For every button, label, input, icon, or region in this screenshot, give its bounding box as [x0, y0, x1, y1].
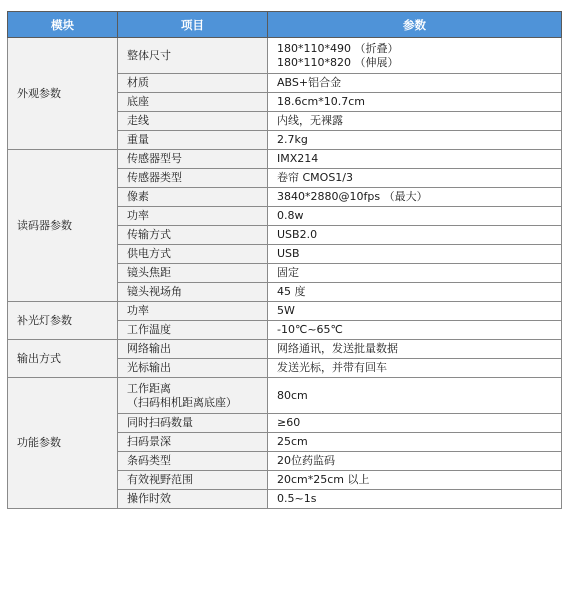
- item-text: 工作温度: [127, 323, 171, 336]
- item-text: 重量: [127, 133, 149, 146]
- table-row: [8, 340, 562, 359]
- item-text: 扫码景深: [127, 435, 171, 448]
- item-cell: [118, 378, 268, 414]
- value-text: 180*110*490 （折叠）: [277, 41, 399, 55]
- table-row: [8, 150, 562, 169]
- item-text: 同时扫码数量: [127, 416, 193, 429]
- value-cell: [268, 74, 562, 93]
- value-text: 18.6cm*10.7cm: [277, 95, 366, 108]
- value-text: IMX214: [277, 152, 319, 165]
- item-cell: [118, 490, 268, 509]
- value-cell: [268, 302, 562, 321]
- item-text: 功率: [127, 304, 149, 317]
- value-cell: [268, 188, 562, 207]
- value-cell: [268, 131, 562, 150]
- value-text: 45 度: [277, 285, 306, 298]
- module-cell: 功能参数: [8, 378, 118, 509]
- spec-body: [8, 38, 562, 509]
- value-cell: [268, 378, 562, 414]
- item-cell: [118, 74, 268, 93]
- header-item: 项目: [118, 12, 268, 38]
- value-cell: [268, 340, 562, 359]
- value-text: 0.8w: [277, 209, 304, 222]
- item-cell: [118, 452, 268, 471]
- item-cell: [118, 112, 268, 131]
- item-cell: [118, 188, 268, 207]
- item-cell: [118, 131, 268, 150]
- value-text: ≥60: [277, 416, 301, 429]
- header-value: 参数: [268, 12, 562, 38]
- value-text: 3840*2880@10fps （最大）: [277, 190, 428, 203]
- item-text: 材质: [127, 76, 149, 89]
- item-text: 走线: [127, 114, 149, 127]
- item-cell: [118, 264, 268, 283]
- table-row: [8, 302, 562, 321]
- value-cell: [268, 245, 562, 264]
- value-cell: [268, 321, 562, 340]
- item-text: 传感器型号: [127, 152, 182, 165]
- module-cell: 外观参数: [8, 38, 118, 150]
- item-cell: [118, 283, 268, 302]
- value-text: 80cm: [277, 388, 308, 402]
- item-text: 功率: [127, 209, 149, 222]
- value-text: 卷帘 CMOS1/3: [277, 171, 354, 184]
- value-text: USB2.0: [277, 228, 318, 241]
- spec-table: [7, 11, 562, 509]
- item-cell: [118, 340, 268, 359]
- value-cell: [268, 150, 562, 169]
- item-cell: [118, 169, 268, 188]
- item-cell: [118, 207, 268, 226]
- value-text: 20cm*25cm 以上: [277, 473, 370, 486]
- table-row: [8, 378, 562, 414]
- table-row: [8, 38, 562, 74]
- module-cell: 补光灯参数: [8, 302, 118, 340]
- item-text: 底座: [127, 95, 149, 108]
- value-cell: [268, 169, 562, 188]
- item-text: 整体尺寸: [127, 48, 171, 62]
- header-row: [8, 12, 562, 38]
- item-cell: [118, 359, 268, 378]
- item-text: 网络输出: [127, 342, 171, 355]
- item-text: 镜头视场角: [127, 285, 182, 298]
- value-cell: [268, 471, 562, 490]
- value-cell: [268, 264, 562, 283]
- item-cell: [118, 471, 268, 490]
- item-text: 条码类型: [127, 454, 171, 467]
- value-text: 180*110*820 （伸展）: [277, 55, 399, 69]
- value-text: 固定: [277, 266, 299, 279]
- value-text: ABS+铝合金: [277, 76, 342, 89]
- module-cell: 输出方式: [8, 340, 118, 378]
- item-text: 有效视野范围: [127, 473, 193, 486]
- item-cell: [118, 93, 268, 112]
- value-cell: [268, 207, 562, 226]
- value-cell: [268, 38, 562, 74]
- value-text: USB: [277, 247, 300, 260]
- value-text: 2.7kg: [277, 133, 308, 146]
- value-text: 20位药监码: [277, 454, 335, 467]
- value-text: 网络通讯，发送批量数据: [277, 342, 398, 355]
- item-text: 光标输出: [127, 361, 171, 374]
- value-text: -10℃~65℃: [277, 323, 343, 336]
- module-cell: 读码器参数: [8, 150, 118, 302]
- header-module: 模块: [8, 12, 118, 38]
- value-cell: [268, 283, 562, 302]
- item-cell: [118, 245, 268, 264]
- item-cell: [118, 414, 268, 433]
- value-text: 0.5~1s: [277, 492, 317, 505]
- item-text: 传感器类型: [127, 171, 182, 184]
- value-cell: [268, 452, 562, 471]
- value-cell: [268, 93, 562, 112]
- value-cell: [268, 359, 562, 378]
- item-cell: [118, 38, 268, 74]
- item-cell: [118, 321, 268, 340]
- item-text: （扫码相机距离底座）: [127, 395, 237, 409]
- item-text: 供电方式: [127, 247, 171, 260]
- value-text: 25cm: [277, 435, 308, 448]
- value-cell: [268, 433, 562, 452]
- value-cell: [268, 414, 562, 433]
- item-cell: [118, 433, 268, 452]
- value-text: 5W: [277, 304, 295, 317]
- value-cell: [268, 112, 562, 131]
- value-cell: [268, 226, 562, 245]
- item-text: 工作距离: [127, 381, 171, 395]
- value-cell: [268, 490, 562, 509]
- item-cell: [118, 226, 268, 245]
- item-text: 像素: [127, 190, 149, 203]
- item-text: 操作时效: [127, 492, 171, 505]
- value-text: 内线，无裸露: [277, 114, 343, 127]
- item-cell: [118, 302, 268, 321]
- item-text: 镜头焦距: [127, 266, 171, 279]
- value-text: 发送光标，并带有回车: [277, 361, 387, 374]
- item-text: 传输方式: [127, 228, 171, 241]
- item-cell: [118, 150, 268, 169]
